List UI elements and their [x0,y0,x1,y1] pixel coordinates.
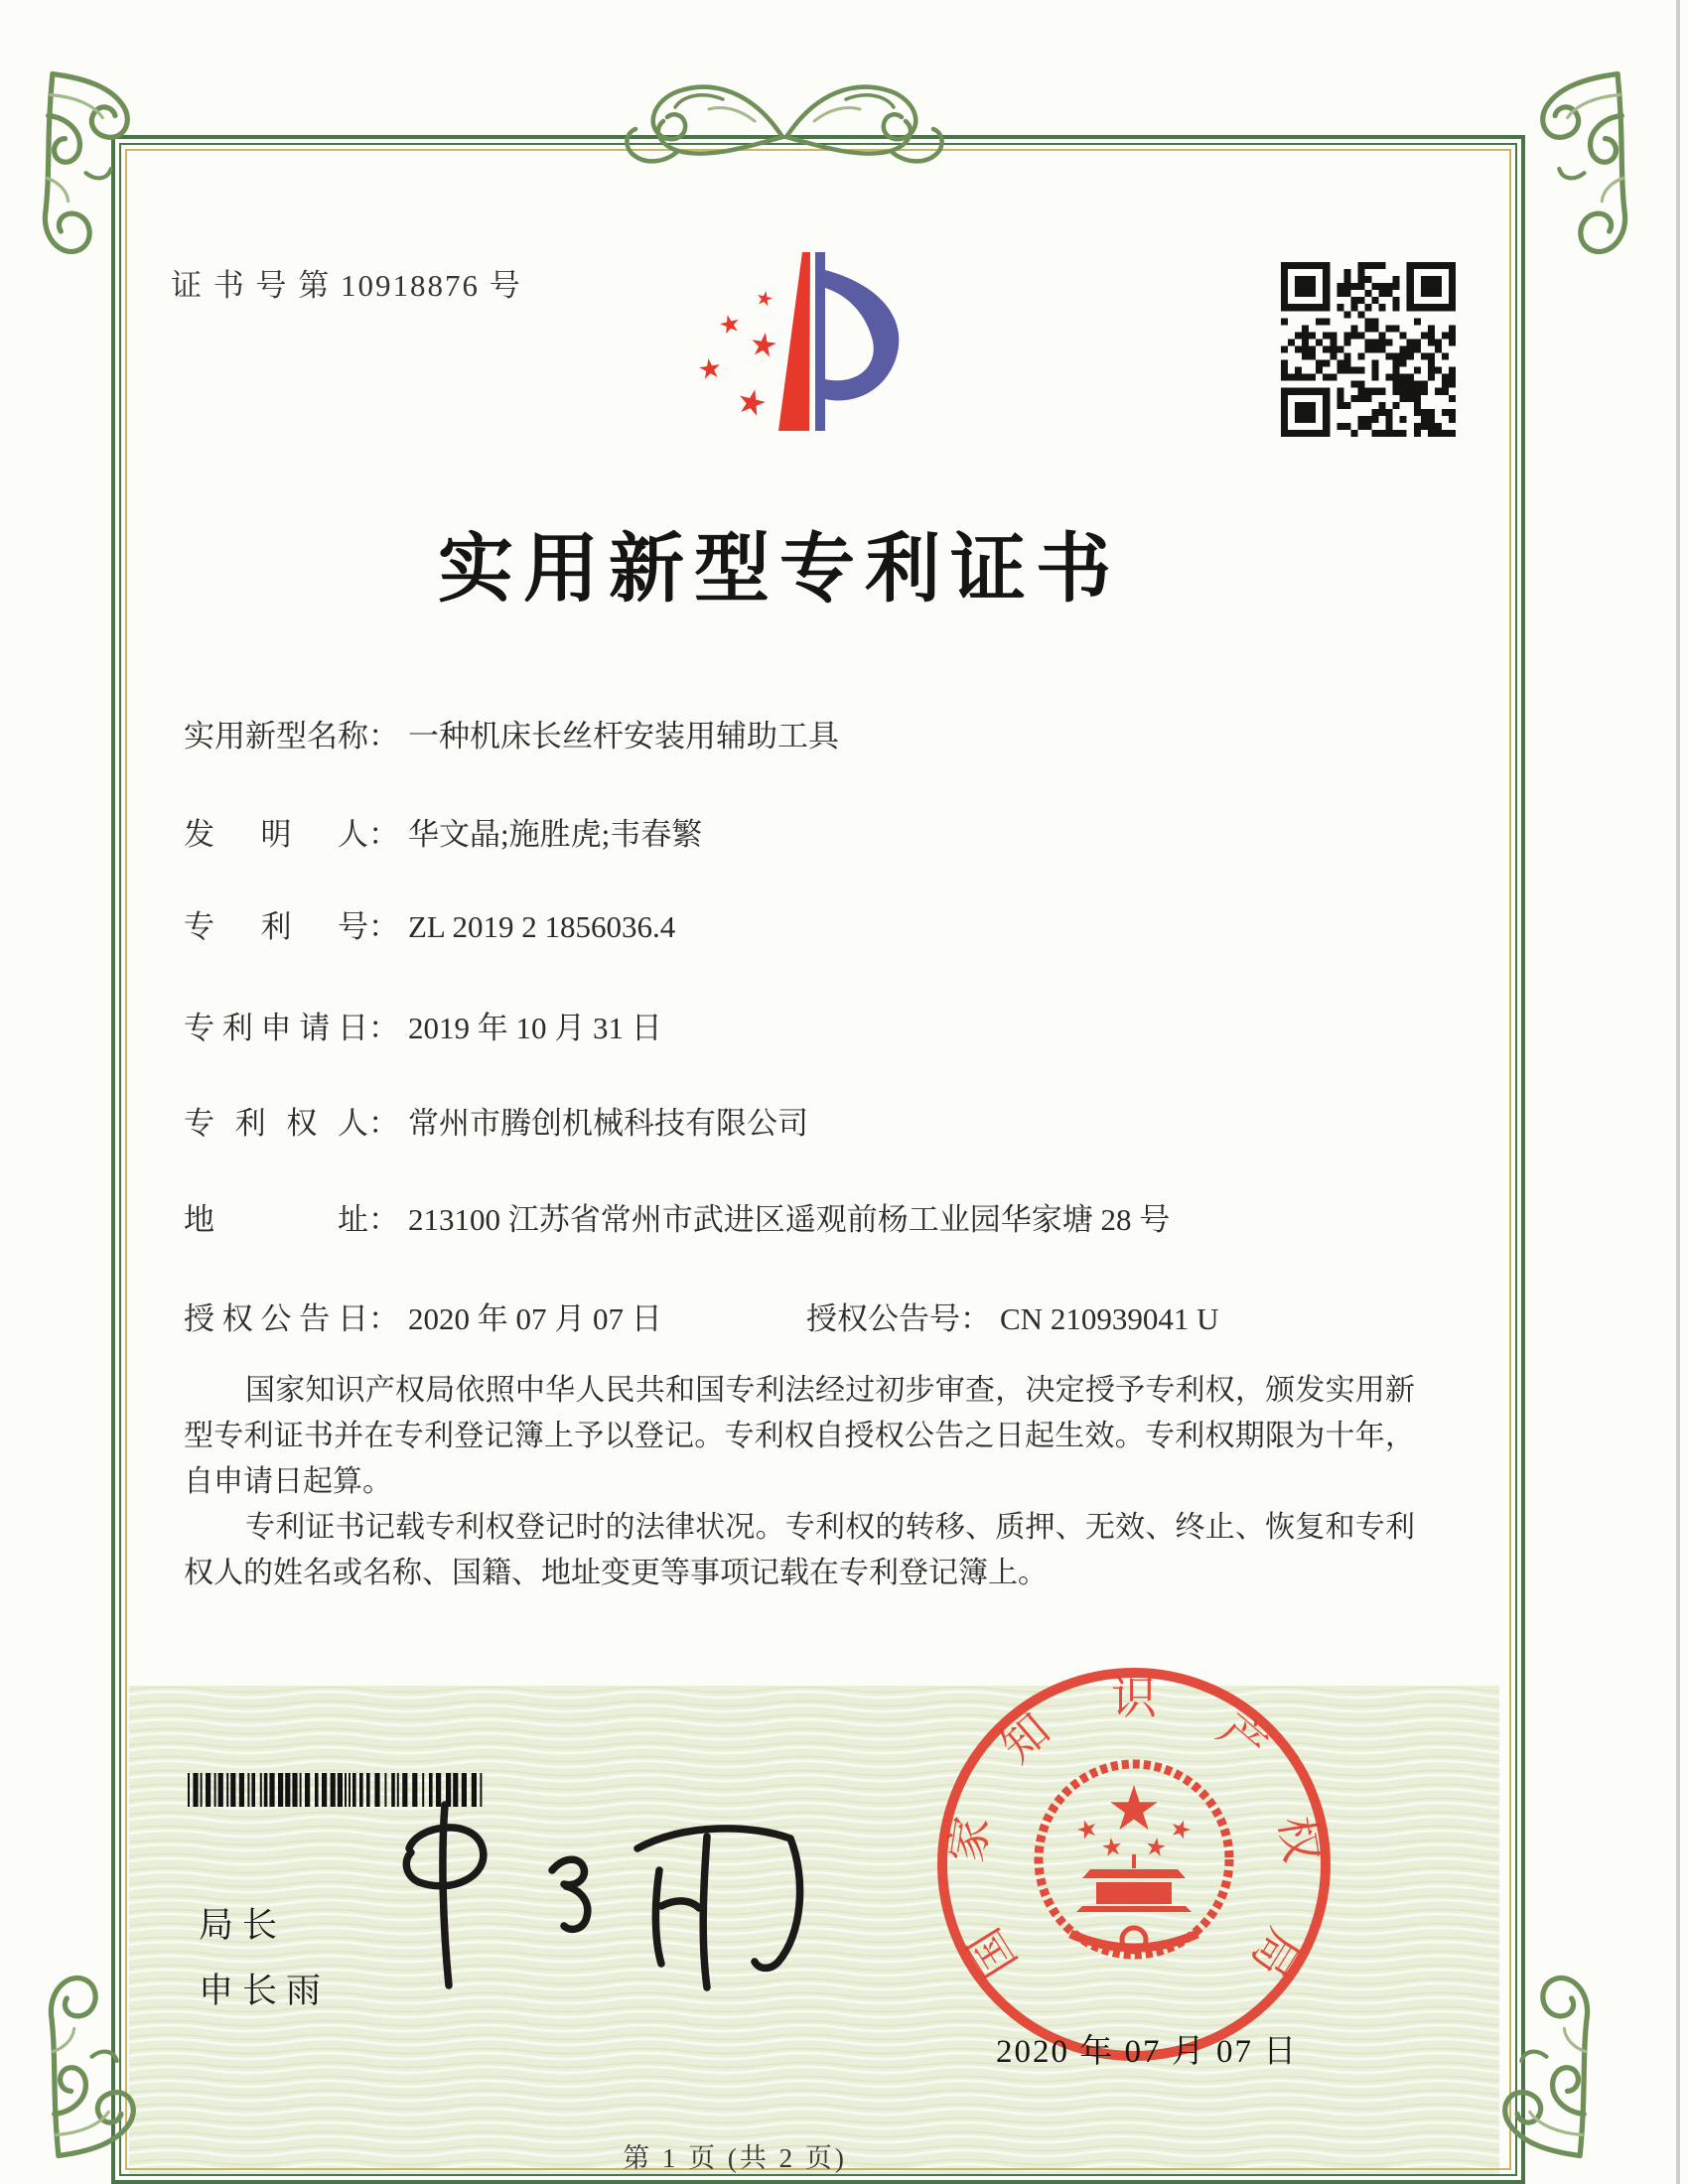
field-row-grant-date [184,1294,1219,1338]
colon: ： [368,909,399,944]
svg-text:识: 识 [1111,1673,1157,1723]
field-row-filing-date [184,1003,662,1047]
field-label: 授权公告号 [806,1301,960,1336]
field-row-patent-no [184,901,675,946]
director-title: 局长 [199,1906,287,1945]
seal-date: 2020 年 07 月 07 日 [996,2034,1299,2070]
field-row-inventors [184,809,702,854]
flourish-top-left-icon [34,64,242,272]
qr-code-icon [1281,262,1456,437]
field-value: 213100 江苏省常州市武进区遥观前杨工业园华家塘 28 号 [408,1202,1171,1237]
field-row-patentee [184,1098,808,1143]
colon: ： [368,1202,399,1237]
svg-text:权: 权 [1269,1813,1328,1866]
field-label: 实用新型名称 [184,719,368,753]
legal-paragraph-2: 专利证书记载专利权登记时的法律状况。专利权的转移、质押、无效、终止、恢复和专利权人的姓名或名称、国籍、地址变更等事项记载在专利登记簿上。 [184,1511,1415,1589]
svg-text:产: 产 [1208,1704,1277,1773]
scan-edge-shadow [1676,0,1680,2184]
colon: ： [368,1301,399,1336]
colon: ： [960,1301,991,1336]
field-label: 发明人 [184,817,368,852]
svg-text:局: 局 [1241,1919,1309,1985]
colon: ： [368,1011,399,1045]
director-name: 申长雨 [199,1972,331,2010]
colon: ： [368,1106,399,1141]
svg-text:家: 家 [940,1813,999,1866]
field-label: 专利申请日 [184,1011,368,1045]
field-row-address [184,1194,1170,1239]
director-signature-icon [357,1787,834,2000]
field-value: 常州市腾创机械科技有限公司 [408,1106,808,1141]
flourish-bottom-right-icon [1390,1958,1599,2166]
flourish-top-right-icon [1428,64,1636,272]
flourish-top-center-icon [556,60,1013,208]
certificate-title: 实用新型专利证书 [438,528,1121,612]
field-row-name [184,711,839,755]
field-value: 一种机床长丝杆安装用辅助工具 [408,719,839,753]
field-value: ZL 2019 2 1856036.4 [408,909,676,944]
field-value: CN 210939041 U [1000,1301,1219,1336]
svg-text:知: 知 [991,1704,1059,1773]
legal-paragraph-1: 国家知识产权局依照中华人民共和国专利法经过初步审查，决定授予专利权，颁发实用新型专利证书并在专利登记簿上予以登记。专利权自授权公告之日起生效。专利权期限为十年，自申请日起算。 [184,1374,1415,1498]
field-label: 专利权人 [184,1106,368,1141]
cnipa-seal-icon [935,1666,1333,2063]
field-value: 2020 年 07 月 07 日 [408,1301,662,1336]
field-label: 专利号 [184,909,368,944]
cnipa-logo-icon [683,244,921,443]
colon: ： [368,719,399,753]
field-label: 地址 [184,1202,368,1237]
field-label: 授权公告日 [184,1301,368,1336]
colon: ： [368,817,399,852]
certificate-number: 证 书 号 第 10918876 号 [171,268,522,303]
field-value: 2019 年 10 月 31 日 [408,1011,662,1045]
legal-text [184,1368,1415,1596]
page-number: 第 1 页 (共 2 页) [623,2143,847,2173]
field-value: 华文晶;施胜虎;韦春繁 [408,817,703,852]
grant-number-pair [806,1294,1218,1338]
svg-text:国: 国 [959,1919,1027,1985]
